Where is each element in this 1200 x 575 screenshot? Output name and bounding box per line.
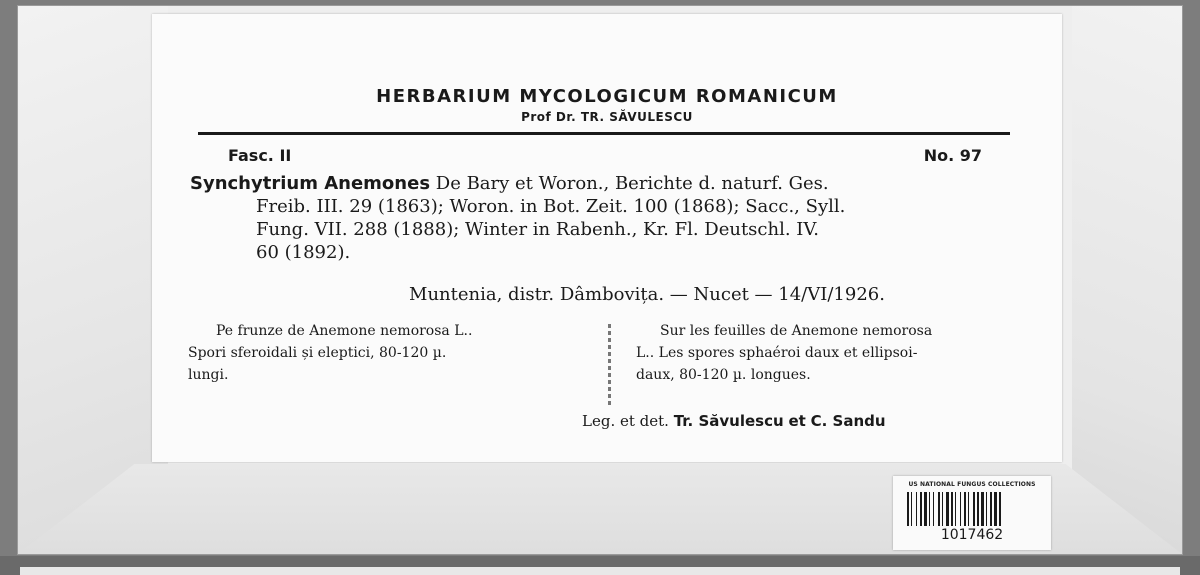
barcode-bar bbox=[907, 492, 909, 526]
barcode-bar bbox=[994, 492, 997, 526]
barcode-bar bbox=[933, 492, 934, 526]
barcode-icon bbox=[907, 492, 1037, 526]
description-ro-line-2: Spori sferoidali și eleptici, 80-120 µ. bbox=[188, 345, 447, 361]
barcode-bar bbox=[981, 492, 984, 526]
description-ro-line-3: lungi. bbox=[188, 367, 229, 383]
column-divider bbox=[608, 324, 611, 406]
barcode-bar bbox=[942, 492, 943, 526]
envelope-flap-right bbox=[1072, 6, 1182, 554]
header-rule bbox=[198, 132, 1010, 135]
description-ro-line-1: Pe frunze de Anemone nemorosa L.. bbox=[216, 323, 473, 339]
species-entry bbox=[190, 172, 1014, 264]
description-fr-line-2: L.. Les spores sphaéroi daux et ellipsoi- bbox=[636, 345, 918, 361]
barcode-bar bbox=[951, 492, 953, 526]
collectors bbox=[582, 412, 886, 430]
citation-line-2: Freib. III. 29 (1863); Woron. in Bot. Zeit. 100 (1868); Sacc., Syll. bbox=[256, 196, 846, 217]
description-french bbox=[636, 320, 1026, 386]
barcode-bar bbox=[973, 492, 975, 526]
collector-2: C. Sandu bbox=[810, 412, 886, 430]
specimen-number: No. 97 bbox=[923, 146, 982, 165]
label-subtitle: Prof Dr. TR. SĂVULESCU bbox=[521, 110, 693, 124]
fascicle: Fasc. II bbox=[228, 146, 292, 165]
barcode-number: 1017462 bbox=[940, 527, 1004, 543]
herbarium-label bbox=[152, 14, 1062, 462]
barcode-bar bbox=[986, 492, 987, 526]
barcode-bar bbox=[960, 492, 961, 526]
barcode-label bbox=[893, 476, 1051, 550]
barcode-bar bbox=[968, 492, 969, 526]
barcode-bar bbox=[990, 492, 992, 526]
species-name: Synchytrium Anemones bbox=[190, 173, 431, 194]
barcode-bar bbox=[920, 492, 922, 526]
sheet-below bbox=[20, 567, 1180, 575]
locality: Muntenia, distr. Dâmbovița. — Nucet — 14/VI/1926. bbox=[409, 284, 885, 305]
label-title: HERBARIUM MYCOLOGICUM ROMANICUM bbox=[376, 86, 838, 107]
barcode-bar bbox=[938, 492, 940, 526]
barcode-bar bbox=[955, 492, 956, 526]
barcode-header: US NATIONAL FUNGUS COLLECTIONS bbox=[908, 481, 1036, 488]
citation-line-3: Fung. VII. 288 (1888); Winter in Rabenh., Kr. Fl. Deutschl. IV. bbox=[256, 219, 819, 240]
collectors-conj: et bbox=[788, 412, 806, 430]
barcode-bar bbox=[977, 492, 979, 526]
collectors-prefix: Leg. et det. bbox=[582, 412, 669, 430]
collector-1: Tr. Săvulescu bbox=[673, 412, 784, 430]
barcode-bar bbox=[946, 492, 949, 526]
barcode-bar bbox=[911, 492, 912, 526]
barcode-bar bbox=[916, 492, 917, 526]
barcode-bar bbox=[924, 492, 927, 526]
citation-line-4: 60 (1892). bbox=[256, 242, 351, 263]
description-fr-line-1: Sur les feuilles de Anemone nemorosa bbox=[660, 323, 933, 339]
citation-line-1: De Bary et Woron., Berichte d. naturf. Ges. bbox=[435, 173, 829, 194]
barcode-bar bbox=[929, 492, 930, 526]
description-fr-line-3: daux, 80-120 µ. longues. bbox=[636, 367, 811, 383]
barcode-bar bbox=[999, 492, 1001, 526]
description-romanian bbox=[188, 320, 558, 386]
barcode-bar bbox=[964, 492, 966, 526]
